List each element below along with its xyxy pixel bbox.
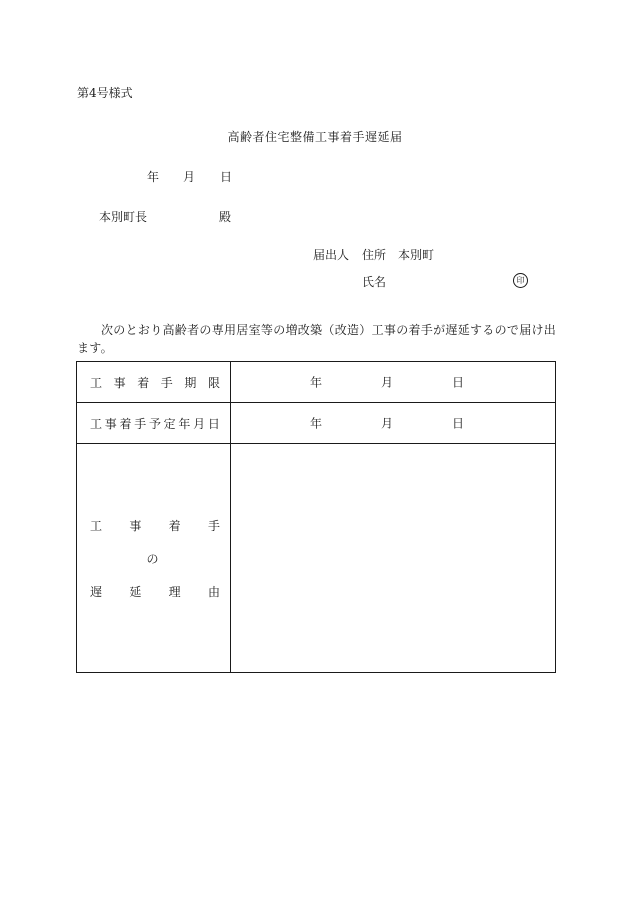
reason-label-char: 延 — [129, 584, 142, 599]
name-label: 氏名 — [362, 275, 387, 289]
reason-label-char: 由 — [207, 584, 220, 599]
seal-icon: 印 — [513, 273, 528, 288]
deadline-day-label: 日 — [452, 375, 465, 390]
form-table — [76, 361, 556, 673]
address-label: 住所 — [362, 248, 387, 262]
planned-day-label: 日 — [452, 416, 465, 431]
reason-label-char: 手 — [207, 518, 220, 533]
reason-label-char: 事 — [129, 518, 142, 533]
reason-label-char: 理 — [168, 584, 181, 599]
reason-label-particle: の — [146, 551, 159, 566]
start-deadline-label-char: 限 — [207, 375, 220, 390]
planned-start-label-char: 手 — [134, 416, 147, 431]
planned-start-label-char: 日 — [207, 416, 220, 431]
delay-reason-label — [77, 444, 231, 673]
address-value: 本別町 — [398, 248, 435, 262]
addressee-honorific: 殿 — [219, 210, 232, 224]
date-day-label: 日 — [220, 170, 233, 184]
planned-start-label — [77, 403, 231, 444]
reason-label-char: 工 — [90, 518, 103, 533]
deadline-year-label: 年 — [310, 375, 323, 390]
delay-reason-field[interactable] — [231, 444, 556, 673]
planned-start-label-char: 工 — [90, 416, 103, 431]
start-deadline-field[interactable] — [231, 362, 556, 403]
reason-label-char: 遅 — [90, 584, 103, 599]
start-deadline-label-char: 期 — [184, 375, 197, 390]
body-statement: 次のとおり高齢者の専用居室等の増改築（改造）工事の着手が遅延するので届け出ます。 — [77, 323, 557, 355]
table-row-planned-start — [77, 403, 556, 444]
planned-start-label-char: 予 — [148, 416, 161, 431]
planned-year-label: 年 — [310, 416, 323, 431]
start-deadline-label-char: 事 — [113, 375, 126, 390]
deadline-month-label: 月 — [381, 375, 394, 390]
start-deadline-label-char: 工 — [90, 375, 103, 390]
planned-start-field[interactable] — [231, 403, 556, 444]
date-year-label: 年 — [147, 170, 160, 184]
table-row-start-deadline — [77, 362, 556, 403]
table-row-delay-reason — [77, 444, 556, 673]
reason-label-char: 着 — [168, 518, 181, 533]
planned-start-label-char: 月 — [193, 416, 206, 431]
start-deadline-label-char: 着 — [137, 375, 150, 390]
planned-start-label-char: 事 — [104, 416, 117, 431]
planned-start-label-char: 着 — [119, 416, 132, 431]
form-number: 第4号様式 — [77, 86, 133, 100]
notifier-label: 届出人 — [313, 248, 350, 262]
start-deadline-label — [77, 362, 231, 403]
start-deadline-label-char: 手 — [160, 375, 173, 390]
planned-month-label: 月 — [381, 416, 394, 431]
planned-start-label-char: 年 — [178, 416, 191, 431]
planned-start-label-char: 定 — [163, 416, 176, 431]
addressee-name: 本別町長 — [99, 210, 148, 224]
date-month-label: 月 — [183, 170, 196, 184]
document-title: 高齢者住宅整備工事着手遅延届 — [227, 130, 403, 144]
